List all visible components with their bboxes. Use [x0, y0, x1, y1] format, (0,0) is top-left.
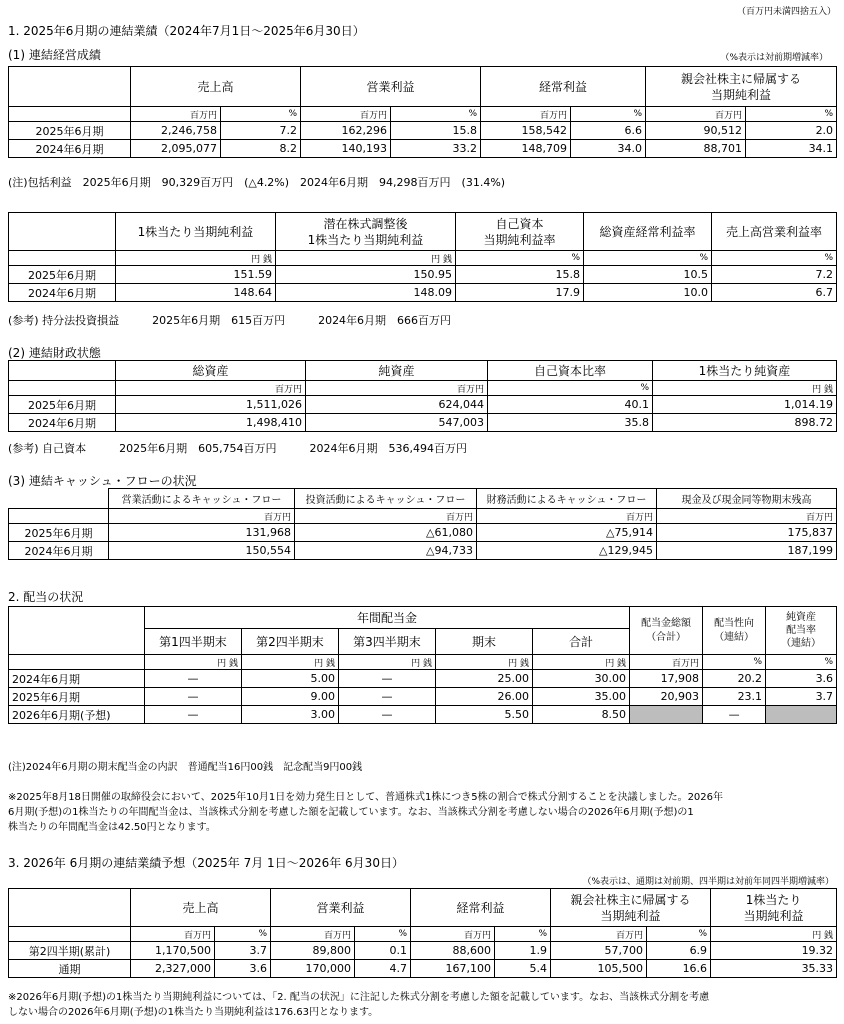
- unit-cell: 百万円: [646, 107, 746, 122]
- data-cell: 35.8: [488, 414, 653, 432]
- header-diluted-eps: 潜在株式調整後 1株当たり当期純利益: [276, 213, 456, 251]
- data-cell: 3.7: [766, 688, 837, 706]
- table-row: [9, 706, 837, 724]
- data-cell: 148,709: [481, 140, 571, 158]
- data-cell: 624,044: [306, 396, 488, 414]
- data-cell: 158,542: [481, 122, 571, 140]
- data-cell: 140,193: [301, 140, 391, 158]
- data-cell: △129,945: [477, 542, 657, 560]
- header-ordinary-income: 経常利益: [411, 889, 551, 927]
- row-label: 2024年6月期: [9, 284, 116, 302]
- data-cell: △94,733: [295, 542, 477, 560]
- data-cell: 9.00: [242, 688, 339, 706]
- header-operating-margin: 売上高営業利益率: [712, 213, 837, 251]
- unit-cell: %: [355, 927, 411, 942]
- data-cell: 89,800: [271, 942, 355, 960]
- row-label: 2025年6月期: [9, 266, 116, 284]
- data-cell: 6.6: [571, 122, 646, 140]
- corner-cell: [9, 67, 131, 107]
- data-cell: 6.7: [712, 284, 837, 302]
- data-cell: —: [145, 706, 242, 724]
- data-cell: 1,511,026: [116, 396, 306, 414]
- rounding-note: （百万円未満四捨五入）: [736, 7, 836, 17]
- data-cell: 7.2: [712, 266, 837, 284]
- unit-cell: 円 銭: [711, 927, 837, 942]
- unit-cell: 円 銭: [533, 655, 630, 670]
- data-cell: 150.95: [276, 266, 456, 284]
- data-cell: 1,014.19: [653, 396, 837, 414]
- data-cell: 8.50: [533, 706, 630, 724]
- data-cell: 90,512: [646, 122, 746, 140]
- dividends-table: [8, 606, 837, 724]
- dividend-breakdown-note: (注)2024年6月期の期末配当金の内訳 普通配当16円00銭 記念配当9円00銭: [8, 762, 363, 773]
- data-cell: △75,914: [477, 524, 657, 542]
- header-doe: 純資産 配当率 （連結）: [766, 607, 837, 655]
- row-label: 2025年6月期: [9, 396, 116, 414]
- unit-cell: 百万円: [551, 927, 647, 942]
- unit-cell: 百万円: [477, 509, 657, 524]
- operating-results-table: [8, 66, 837, 158]
- section1-2-title: (2) 連結財政状態: [8, 346, 101, 360]
- data-cell: 15.8: [456, 266, 584, 284]
- unit-cell: 円 銭: [116, 251, 276, 266]
- section1-1-title: (1) 連結経営成績: [8, 48, 101, 62]
- corner-cell: [9, 361, 116, 381]
- data-cell: 1,170,500: [131, 942, 215, 960]
- data-cell: 40.1: [488, 396, 653, 414]
- header-q3: 第3四半期末: [339, 629, 436, 655]
- unit-cell: %: [703, 655, 766, 670]
- forecast-table: [8, 888, 837, 978]
- table-row: [9, 524, 837, 542]
- section1-title: 1. 2025年6月期の連結業績（2024年7月1日～2025年6月30日）: [8, 24, 365, 38]
- data-cell: —: [145, 670, 242, 688]
- data-cell: 2,327,000: [131, 960, 215, 978]
- unit-cell: 円 銭: [242, 655, 339, 670]
- data-cell: 150,554: [109, 542, 295, 560]
- data-cell: 20,903: [630, 688, 703, 706]
- unit-cell: %: [495, 927, 551, 942]
- data-cell: 898.72: [653, 414, 837, 432]
- table-row: [9, 670, 837, 688]
- header-total-assets: 総資産: [116, 361, 306, 381]
- unit-cell: 円 銭: [145, 655, 242, 670]
- data-cell: 30.00: [533, 670, 630, 688]
- data-cell: 57,700: [551, 942, 647, 960]
- financial-position-table: [8, 360, 837, 432]
- header-net-income: 親会社株主に帰属する 当期純利益: [551, 889, 711, 927]
- per-share-table: [8, 212, 837, 302]
- data-cell: 25.00: [436, 670, 533, 688]
- data-cell: 35.33: [711, 960, 837, 978]
- table-row: [9, 266, 837, 284]
- row-label: 2024年6月期: [9, 542, 109, 560]
- corner-cell: [9, 213, 116, 251]
- unit-cell: 百万円: [295, 509, 477, 524]
- corner-cell: [9, 607, 145, 655]
- data-cell: 1,498,410: [116, 414, 306, 432]
- equity-method-note: (参考) 持分法投資損益 2025年6月期 615百万円 2024年6月期 666百万円: [8, 314, 452, 327]
- data-cell: 105,500: [551, 960, 647, 978]
- comprehensive-income-note: (注)包括利益 2025年6月期 90,329百万円 (△4.2%) 2024年6月期 94,298百万円 (31.4%): [8, 176, 506, 189]
- data-cell: 0.1: [355, 942, 411, 960]
- header-annual-dividend: 年間配当金: [145, 607, 630, 629]
- unit-cell: %: [647, 927, 711, 942]
- unit-cell: 円 銭: [436, 655, 533, 670]
- unit-cell: 円 銭: [653, 381, 837, 396]
- table-row: [9, 960, 837, 978]
- header-q2: 第2四半期末: [242, 629, 339, 655]
- header-net-assets: 純資産: [306, 361, 488, 381]
- data-cell: —: [339, 688, 436, 706]
- data-cell: —: [339, 706, 436, 724]
- data-cell: 10.5: [584, 266, 712, 284]
- unit-cell: 百万円: [271, 927, 355, 942]
- header-operating-cf: 営業活動によるキャッシュ・フロー: [109, 489, 295, 509]
- data-cell: 5.4: [495, 960, 551, 978]
- data-cell: 16.6: [647, 960, 711, 978]
- unit-cell: %: [746, 107, 837, 122]
- section3-note: （%表示は、通期は対前期、四半期は対前年同四半期増減率）: [582, 877, 834, 887]
- data-cell: 5.50: [436, 706, 533, 724]
- data-cell: 20.2: [703, 670, 766, 688]
- data-cell: 8.2: [221, 140, 301, 158]
- unit-cell: %: [766, 655, 837, 670]
- data-cell: 19.32: [711, 942, 837, 960]
- header-year-end: 期末: [436, 629, 533, 655]
- header-sales: 売上高: [131, 67, 301, 107]
- header-ordinary-income: 経常利益: [481, 67, 646, 107]
- unit-cell: 百万円: [116, 381, 306, 396]
- data-cell: —: [339, 670, 436, 688]
- data-cell: 35.00: [533, 688, 630, 706]
- table-row: [9, 414, 837, 432]
- header-financing-cf: 財務活動によるキャッシュ・フロー: [477, 489, 657, 509]
- row-label: 第2四半期(累計): [9, 942, 131, 960]
- row-label: 2024年6月期: [9, 414, 116, 432]
- unit-cell: %: [456, 251, 584, 266]
- data-cell: 131,968: [109, 524, 295, 542]
- header-roa: 総資産経常利益率: [584, 213, 712, 251]
- data-cell: 34.1: [746, 140, 837, 158]
- unit-cell: %: [221, 107, 301, 122]
- unit-cell: 百万円: [306, 381, 488, 396]
- header-roe: 自己資本 当期純利益率: [456, 213, 584, 251]
- unit-cell: 百万円: [630, 655, 703, 670]
- header-bps: 1株当たり純資産: [653, 361, 837, 381]
- data-cell: 10.0: [584, 284, 712, 302]
- header-cash-balance: 現金及び現金同等物期末残高: [657, 489, 837, 509]
- data-cell: 88,701: [646, 140, 746, 158]
- section2-title: 2. 配当の状況: [8, 590, 84, 604]
- table-row: [9, 396, 837, 414]
- data-cell: 2.0: [746, 122, 837, 140]
- header-payout-ratio: 配当性向 （連結）: [703, 607, 766, 655]
- table-row: [9, 122, 837, 140]
- data-cell: 170,000: [271, 960, 355, 978]
- data-cell: —: [703, 706, 766, 724]
- data-cell: 3.00: [242, 706, 339, 724]
- row-label: 2025年6月期: [9, 122, 131, 140]
- header-operating-income: 営業利益: [301, 67, 481, 107]
- header-sales: 売上高: [131, 889, 271, 927]
- data-cell: 4.7: [355, 960, 411, 978]
- data-cell: 15.8: [391, 122, 481, 140]
- data-cell: 17.9: [456, 284, 584, 302]
- row-label: 通期: [9, 960, 131, 978]
- stock-split-note-line2: 6月期(予想)の1株当たりの年間配当金は、当該株式分割を考慮した額を記載しています。なお、当該株式分割を考慮しない場合の2026年6月期(予想)の1: [8, 807, 694, 818]
- data-cell: 26.00: [436, 688, 533, 706]
- forecast-note-line1: ※2026年6月期(予想)の1株当たり当期純利益については、「2. 配当の状況」に注記した株式分割を考慮した額を記載しています。なお、当該株式分割を考慮: [8, 992, 710, 1003]
- unit-cell: 円 銭: [276, 251, 456, 266]
- shaded-cell: [630, 706, 703, 724]
- forecast-note-line2: しない場合の2026年6月期(予想)の1株当たり当期純利益は176.63円となります。: [8, 1007, 379, 1018]
- data-cell: 34.0: [571, 140, 646, 158]
- unit-cell: 百万円: [109, 509, 295, 524]
- row-label: 2026年6月期(予想): [9, 706, 145, 724]
- header-equity-ratio: 自己資本比率: [488, 361, 653, 381]
- data-cell: 547,003: [306, 414, 488, 432]
- equity-note: (参考) 自己資本 2025年6月期 605,754百万円 2024年6月期 536,494百万円: [8, 442, 468, 455]
- unit-cell: %: [584, 251, 712, 266]
- shaded-cell: [766, 706, 837, 724]
- data-cell: 167,100: [411, 960, 495, 978]
- section1-3-title: (3) 連結キャッシュ・フローの状況: [8, 474, 197, 488]
- data-cell: 23.1: [703, 688, 766, 706]
- table-row: [9, 284, 837, 302]
- corner-cell: [9, 489, 109, 509]
- header-operating-income: 営業利益: [271, 889, 411, 927]
- data-cell: 6.9: [647, 942, 711, 960]
- data-cell: △61,080: [295, 524, 477, 542]
- unit-cell: 円 銭: [339, 655, 436, 670]
- header-eps: 1株当たり 当期純利益: [711, 889, 837, 927]
- unit-cell: %: [571, 107, 646, 122]
- table-row: [9, 140, 837, 158]
- unit-cell: 百万円: [481, 107, 571, 122]
- header-eps: 1株当たり当期純利益: [116, 213, 276, 251]
- data-cell: 148.09: [276, 284, 456, 302]
- header-net-income: 親会社株主に帰属する 当期純利益: [646, 67, 837, 107]
- unit-cell: 百万円: [131, 107, 221, 122]
- data-cell: 33.2: [391, 140, 481, 158]
- unit-cell: 百万円: [411, 927, 495, 942]
- data-cell: 187,199: [657, 542, 837, 560]
- row-label: 2025年6月期: [9, 688, 145, 706]
- row-label: 2024年6月期: [9, 670, 145, 688]
- stock-split-note-line3: 株当たりの年間配当金は42.50円となります。: [8, 822, 216, 833]
- data-cell: 88,600: [411, 942, 495, 960]
- stock-split-note-line1: ※2025年8月18日開催の取締役会において、2025年10月1日を効力発生日として、普通株式1株につき5株の割合で株式分割することを決議しました。2026年: [8, 792, 724, 803]
- section3-title: 3. 2026年 6月期の連結業績予想（2025年 7月 1日～2026年 6月30日）: [8, 856, 404, 870]
- data-cell: 2,246,758: [131, 122, 221, 140]
- table-row: [9, 688, 837, 706]
- data-cell: 3.7: [215, 942, 271, 960]
- table-row: [9, 542, 837, 560]
- data-cell: 162,296: [301, 122, 391, 140]
- row-label: 2025年6月期: [9, 524, 109, 542]
- unit-cell: %: [215, 927, 271, 942]
- data-cell: 5.00: [242, 670, 339, 688]
- header-total: 合計: [533, 629, 630, 655]
- table-row: [9, 942, 837, 960]
- header-investing-cf: 投資活動によるキャッシュ・フロー: [295, 489, 477, 509]
- data-cell: 3.6: [215, 960, 271, 978]
- data-cell: 2,095,077: [131, 140, 221, 158]
- unit-cell: 百万円: [657, 509, 837, 524]
- data-cell: 1.9: [495, 942, 551, 960]
- unit-cell: %: [712, 251, 837, 266]
- data-cell: 7.2: [221, 122, 301, 140]
- corner-cell: [9, 889, 131, 927]
- data-cell: 3.6: [766, 670, 837, 688]
- row-label: 2024年6月期: [9, 140, 131, 158]
- unit-cell: %: [391, 107, 481, 122]
- data-cell: 148.64: [116, 284, 276, 302]
- data-cell: 175,837: [657, 524, 837, 542]
- unit-cell: 百万円: [131, 927, 215, 942]
- data-cell: 151.59: [116, 266, 276, 284]
- cash-flow-table: [8, 488, 837, 560]
- header-q1: 第1四半期末: [145, 629, 242, 655]
- section1-1-note: （%表示は対前期増減率）: [720, 53, 828, 63]
- header-total-dividend: 配当金総額 （合計）: [630, 607, 703, 655]
- data-cell: —: [145, 688, 242, 706]
- data-cell: 17,908: [630, 670, 703, 688]
- unit-cell: %: [488, 381, 653, 396]
- unit-cell: 百万円: [301, 107, 391, 122]
